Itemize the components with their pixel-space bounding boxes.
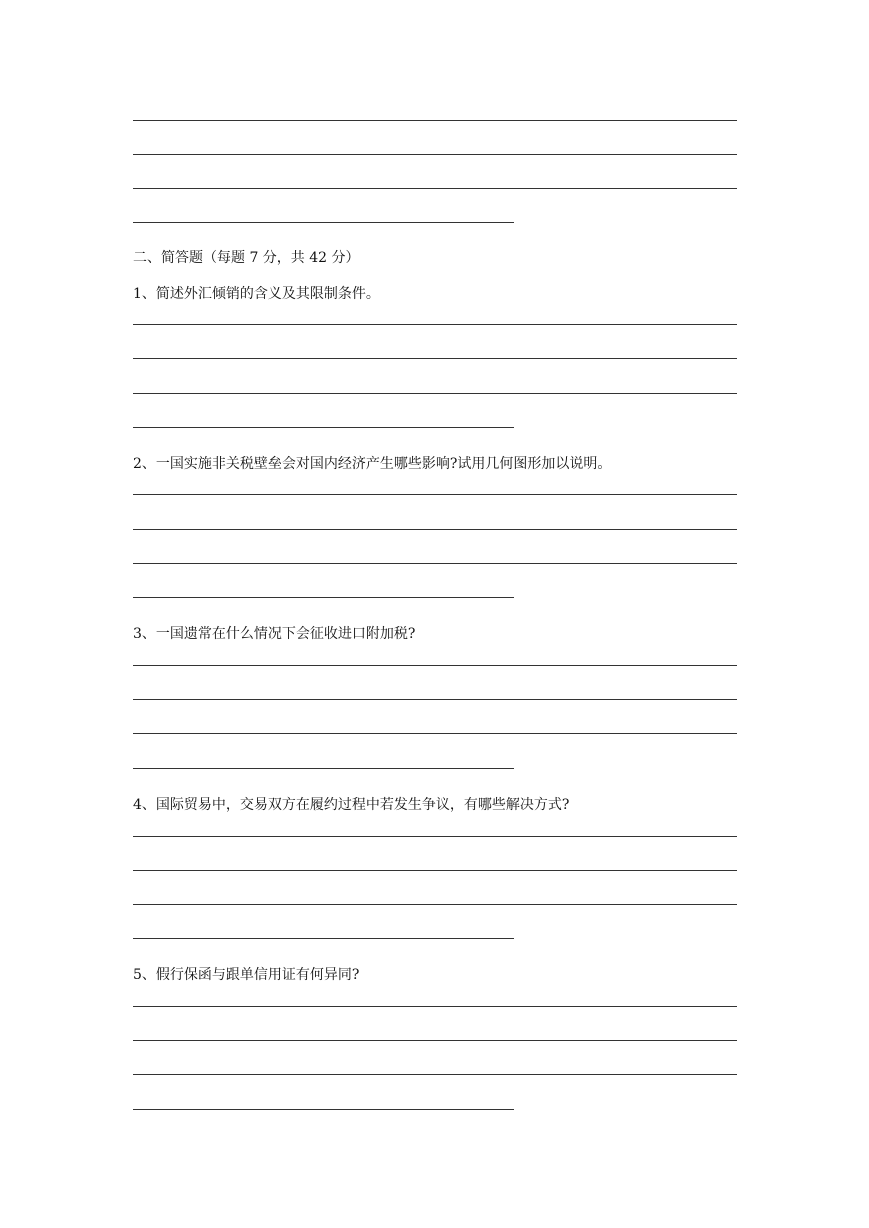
answer-line [133, 529, 737, 530]
answer-line [133, 938, 514, 939]
section-title: 二、简答题（每题 7 分，共 42 分） [133, 250, 360, 266]
answer-line [133, 393, 737, 394]
answer-line [133, 120, 737, 121]
answer-line [133, 563, 737, 564]
answer-line [133, 427, 514, 428]
answer-line [133, 222, 514, 223]
answer-line [133, 699, 737, 700]
answer-line [133, 494, 737, 495]
answer-line [133, 1040, 737, 1041]
answer-line [133, 324, 737, 325]
question-1: 1、简述外汇倾销的含义及其限制条件。 [133, 286, 380, 302]
answer-line [133, 1074, 737, 1075]
answer-line [133, 1109, 514, 1110]
answer-line [133, 768, 514, 769]
answer-line [133, 870, 737, 871]
question-4: 4、国际贸易中，交易双方在履约过程中若发生争议，有哪些解决方式? [133, 797, 570, 813]
answer-line [133, 733, 737, 734]
answer-line [133, 836, 737, 837]
answer-line [133, 597, 514, 598]
answer-line [133, 1006, 737, 1007]
question-5: 5、假行保函与跟单信用证有何异同? [133, 967, 360, 983]
question-2: 2、一国实施非关税壁垒会对国内经济产生哪些影响?试用几何图形加以说明。 [133, 456, 612, 472]
answer-line [133, 665, 737, 666]
answer-line [133, 188, 737, 189]
answer-line [133, 904, 737, 905]
answer-line [133, 358, 737, 359]
answer-line [133, 154, 737, 155]
question-3: 3、一国遗常在什么情况下会征收进口附加税? [133, 626, 416, 642]
